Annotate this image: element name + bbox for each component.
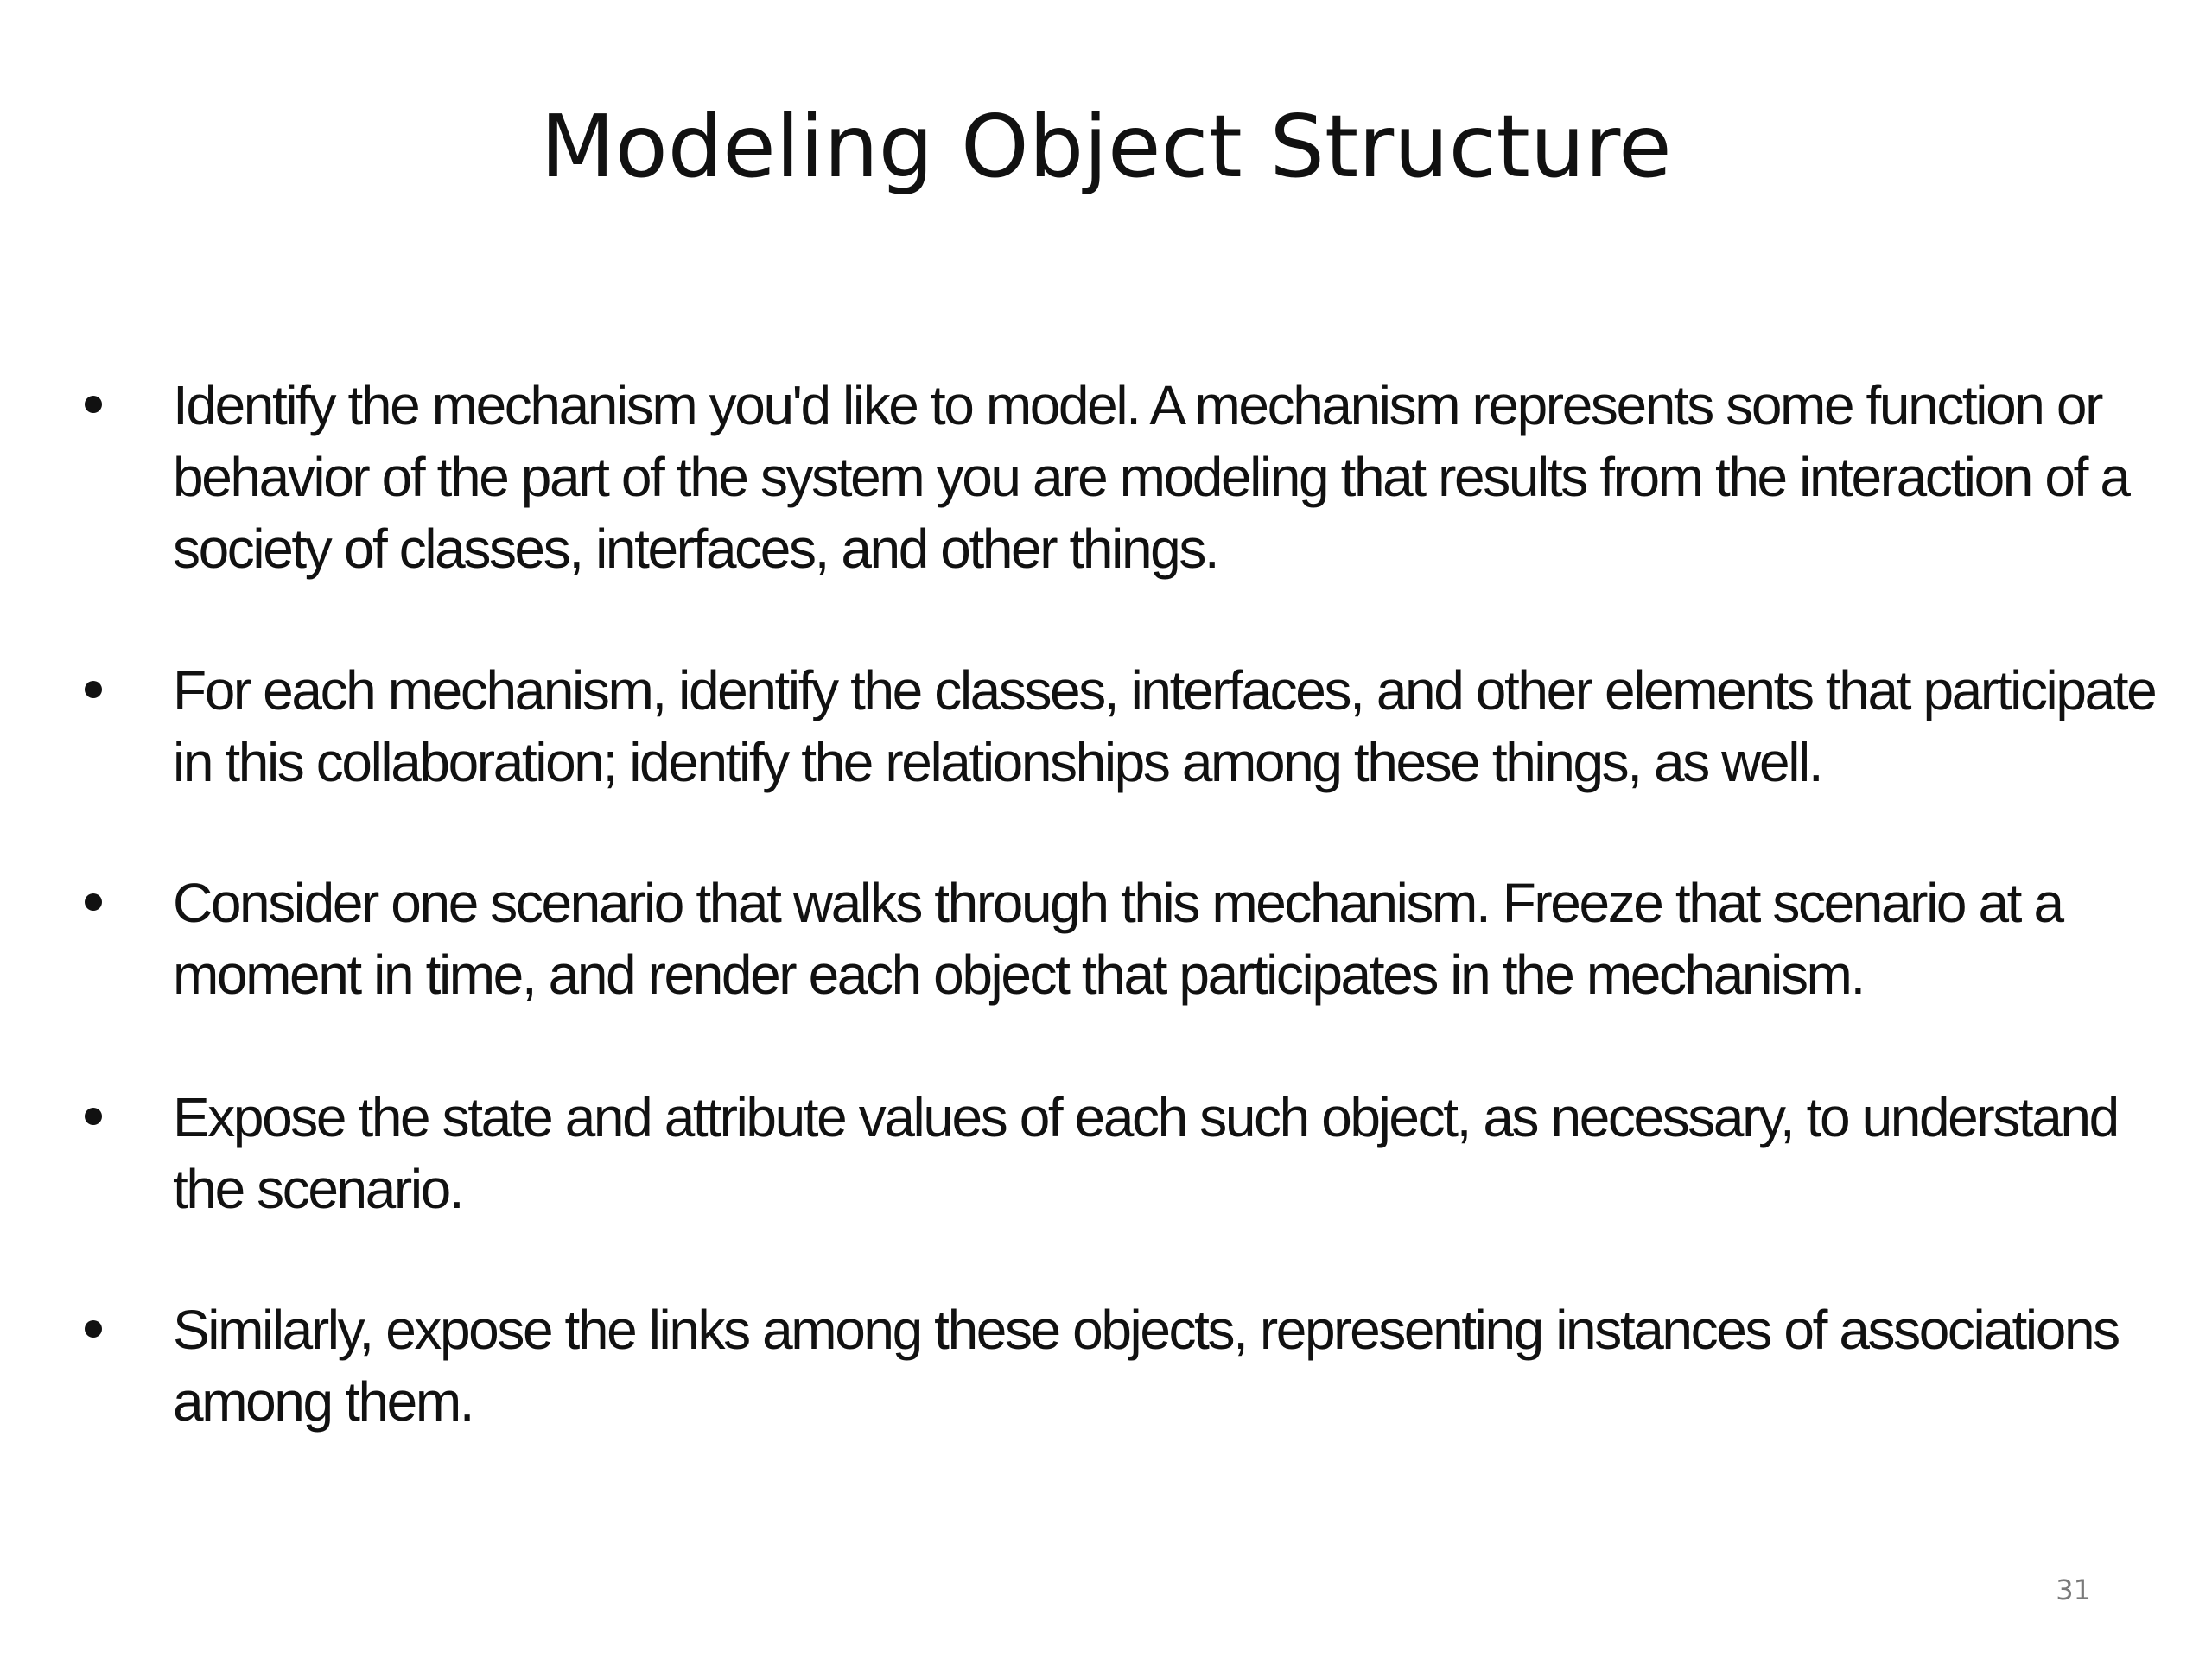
bullet-text: For each mechanism, identify the classes, interfaces, and other elements that participate in this collaboration; identify the relationships among these things, as well. bbox=[173, 659, 2156, 793]
bullet-text: Similarly, expose the links among these objects, representing instances of associations among them. bbox=[173, 1299, 2119, 1433]
bullet-text: Expose the state and attribute values of each such object, as necessary, to understand the scenario. bbox=[173, 1086, 2118, 1220]
bullet-dot-icon bbox=[85, 1108, 102, 1125]
bullet-text: Consider one scenario that walks through this mechanism. Freeze that scenario at a moment in time, and render each object that participates in the mechanism. bbox=[173, 872, 2063, 1006]
bullet-text: Identify the mechanism you'd like to model. A mechanism represents some function or behavior of the part of the system you are modeling that results from the interaction of a society of classes, interfaces, and other things. bbox=[173, 374, 2129, 580]
bullet-dot-icon bbox=[85, 1320, 102, 1338]
bullet-dot-icon bbox=[85, 396, 102, 413]
bullet-dot-icon bbox=[85, 681, 102, 698]
page-number: 31 bbox=[2056, 1573, 2091, 1606]
slide-title: Modeling Object Structure bbox=[540, 96, 1672, 197]
bullet-dot-icon bbox=[85, 893, 102, 911]
